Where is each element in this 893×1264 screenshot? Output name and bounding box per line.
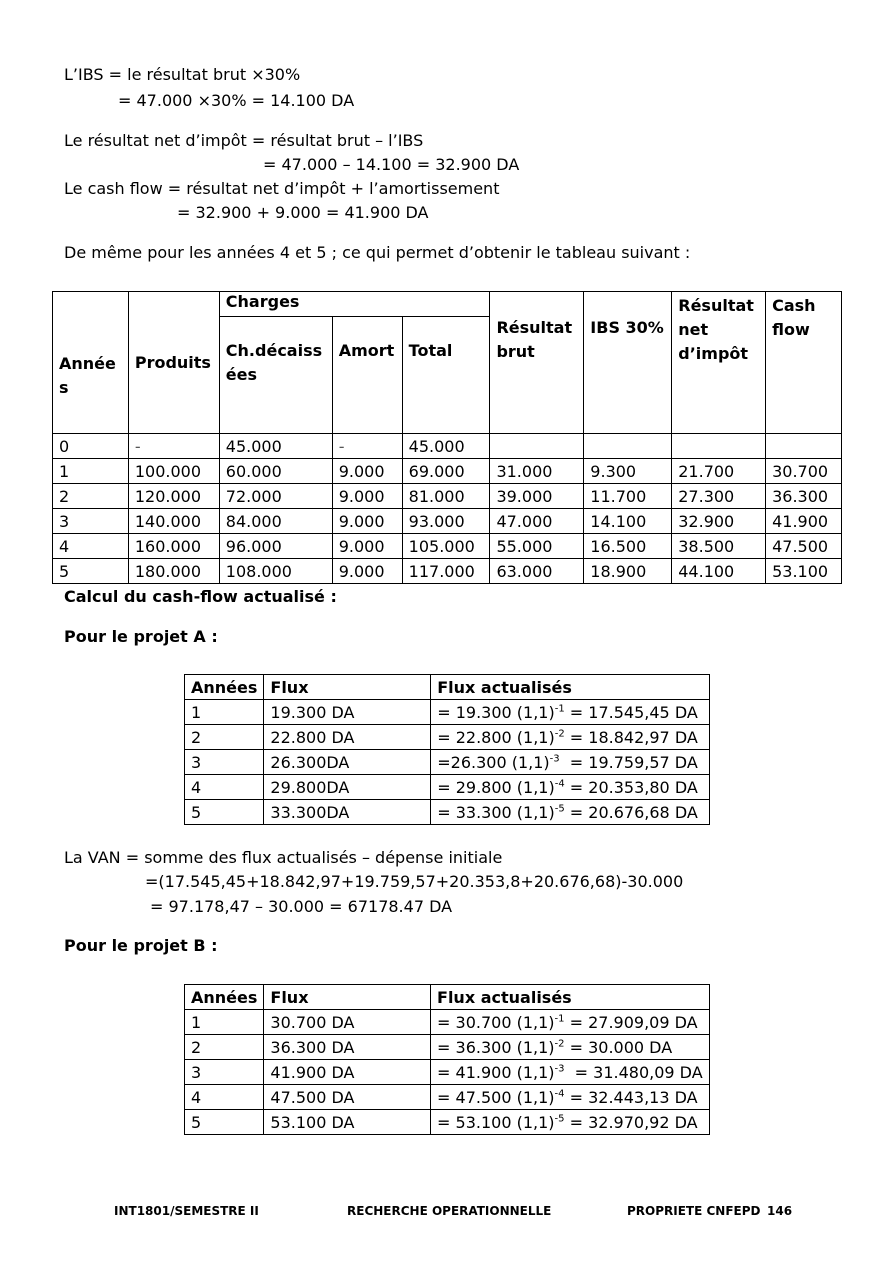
flux-cell: 36.300 DA bbox=[264, 1035, 431, 1060]
annee-cell: 2 bbox=[185, 1035, 264, 1060]
table-cell: 14.100 bbox=[584, 509, 672, 534]
table-row bbox=[53, 534, 842, 559]
flux-cell: 47.500 DA bbox=[264, 1085, 431, 1110]
projet-a-title: Pour le projet A : bbox=[64, 627, 218, 646]
header-flux: Flux bbox=[264, 985, 431, 1010]
table-row bbox=[185, 750, 710, 775]
table-cell bbox=[766, 434, 842, 459]
table-row bbox=[53, 459, 842, 484]
net-result-calc-line: = 47.000 – 14.100 = 32.900 DA bbox=[263, 155, 520, 174]
page-number: 146 bbox=[767, 1204, 793, 1218]
table-cell: 18.900 bbox=[584, 559, 672, 584]
table-cell: 1 bbox=[53, 459, 129, 484]
formula-base: = 30.700 (1,1) bbox=[437, 1012, 555, 1032]
flux-cell: 53.100 DA bbox=[264, 1110, 431, 1135]
table-cell: 53.100 bbox=[766, 559, 842, 584]
formula-result: = 17.545,45 DA bbox=[564, 702, 698, 722]
table-row bbox=[185, 775, 710, 800]
table-cell: 105.000 bbox=[402, 534, 490, 559]
formula-exponent: -5 bbox=[554, 1113, 565, 1125]
projet-b-table bbox=[184, 984, 710, 1135]
table-cell: 39.000 bbox=[490, 484, 584, 509]
table-cell: 180.000 bbox=[128, 559, 219, 584]
table-cell: 41.900 bbox=[766, 509, 842, 534]
table-row bbox=[185, 1060, 710, 1085]
annee-cell: 1 bbox=[185, 700, 264, 725]
table-cell: 84.000 bbox=[219, 509, 332, 534]
flux-cell: 19.300 DA bbox=[264, 700, 431, 725]
table-cell bbox=[672, 434, 766, 459]
annee-cell: 4 bbox=[185, 775, 264, 800]
table-cell: 16.500 bbox=[584, 534, 672, 559]
table-row bbox=[185, 725, 710, 750]
formula-base: = 36.300 (1,1) bbox=[437, 1037, 555, 1057]
net-result-formula-line: Le résultat net d’impôt = résultat brut – l’IBS bbox=[64, 131, 424, 150]
table-cell: 117.000 bbox=[402, 559, 490, 584]
table-cell: 44.100 bbox=[672, 559, 766, 584]
table-cell: 9.000 bbox=[332, 509, 402, 534]
ibs-formula-line: L’IBS = le résultat brut ×30% bbox=[64, 65, 301, 84]
projet-a-table bbox=[184, 674, 710, 825]
table-cell: 69.000 bbox=[402, 459, 490, 484]
table-row bbox=[185, 700, 710, 725]
results-table bbox=[52, 291, 842, 584]
formula-result: = 30.000 DA bbox=[564, 1037, 673, 1057]
formula-base: = 22.800 (1,1) bbox=[437, 727, 555, 747]
projet-b-title: Pour le projet B : bbox=[64, 936, 218, 955]
formula-base: = 33.300 (1,1) bbox=[437, 802, 555, 822]
table-cell: 100.000 bbox=[128, 459, 219, 484]
calcul-title: Calcul du cash-flow actualisé : bbox=[64, 587, 337, 606]
table-cell: 9.300 bbox=[584, 459, 672, 484]
table-row bbox=[53, 484, 842, 509]
table-row bbox=[53, 434, 842, 459]
table-row bbox=[185, 1110, 710, 1135]
table-cell: 9.000 bbox=[332, 559, 402, 584]
formula-exponent: -5 bbox=[554, 803, 565, 815]
table-cell: - bbox=[128, 434, 219, 459]
flux-actualise-cell bbox=[431, 1010, 710, 1035]
footer-subject: RECHERCHE OPERATIONNELLE bbox=[347, 1204, 552, 1218]
table-cell: 63.000 bbox=[490, 559, 584, 584]
header-produits: Produits bbox=[128, 292, 219, 434]
table-row bbox=[185, 1085, 710, 1110]
table-cell: 21.700 bbox=[672, 459, 766, 484]
table-cell: 108.000 bbox=[219, 559, 332, 584]
table-cell: 47.500 bbox=[766, 534, 842, 559]
formula-exponent: -3 bbox=[549, 753, 560, 765]
table-cell: 81.000 bbox=[402, 484, 490, 509]
formula-base: = 41.900 (1,1) bbox=[437, 1062, 555, 1082]
flux-actualise-cell bbox=[431, 1060, 710, 1085]
formula-result: = 20.676,68 DA bbox=[564, 802, 698, 822]
table-cell: 2 bbox=[53, 484, 129, 509]
van-result-line: = 97.178,47 – 30.000 = 67178.47 DA bbox=[150, 897, 453, 916]
table-cell: 9.000 bbox=[332, 459, 402, 484]
flux-actualise-cell bbox=[431, 725, 710, 750]
cash-flow-calc-line: = 32.900 + 9.000 = 41.900 DA bbox=[177, 203, 429, 222]
formula-base: = 53.100 (1,1) bbox=[437, 1112, 555, 1132]
flux-actualise-cell bbox=[431, 775, 710, 800]
flux-cell: 22.800 DA bbox=[264, 725, 431, 750]
header-annees: Années bbox=[185, 675, 264, 700]
formula-result: = 19.759,57 DA bbox=[559, 752, 698, 772]
header-amort: Amort bbox=[332, 317, 402, 434]
table-cell: 140.000 bbox=[128, 509, 219, 534]
annee-cell: 4 bbox=[185, 1085, 264, 1110]
annee-cell: 3 bbox=[185, 750, 264, 775]
table-cell: 30.700 bbox=[766, 459, 842, 484]
header-flux-actualises: Flux actualisés bbox=[431, 985, 710, 1010]
table-cell: 72.000 bbox=[219, 484, 332, 509]
annee-cell: 5 bbox=[185, 800, 264, 825]
formula-result: = 32.443,13 DA bbox=[564, 1087, 698, 1107]
table-cell: - bbox=[332, 434, 402, 459]
table-cell: 60.000 bbox=[219, 459, 332, 484]
formula-exponent: -2 bbox=[554, 1038, 565, 1050]
flux-cell: 26.300DA bbox=[264, 750, 431, 775]
table-cell: 9.000 bbox=[332, 534, 402, 559]
footer-course-code: INT1801/SEMESTRE II bbox=[114, 1204, 259, 1218]
van-formula-line: La VAN = somme des flux actualisés – dépense initiale bbox=[64, 848, 503, 867]
header-total: Total bbox=[402, 317, 490, 434]
header-ch-decaiss: Ch.décaiss ées bbox=[219, 317, 332, 434]
flux-actualise-cell bbox=[431, 800, 710, 825]
table-cell bbox=[490, 434, 584, 459]
annee-cell: 2 bbox=[185, 725, 264, 750]
table-cell: 45.000 bbox=[219, 434, 332, 459]
table-cell: 0 bbox=[53, 434, 129, 459]
ibs-calc-line: = 47.000 ×30% = 14.100 DA bbox=[118, 91, 355, 110]
formula-exponent: -3 bbox=[554, 1063, 565, 1075]
header-flux: Flux bbox=[264, 675, 431, 700]
formula-base: = 47.500 (1,1) bbox=[437, 1087, 555, 1107]
formula-result: = 20.353,80 DA bbox=[564, 777, 698, 797]
flux-actualise-cell bbox=[431, 1085, 710, 1110]
table-cell: 3 bbox=[53, 509, 129, 534]
table-cell: 31.000 bbox=[490, 459, 584, 484]
table-row bbox=[185, 1010, 710, 1035]
table-cell: 47.000 bbox=[490, 509, 584, 534]
header-ibs: IBS 30% bbox=[584, 292, 672, 434]
annee-cell: 5 bbox=[185, 1110, 264, 1135]
flux-cell: 41.900 DA bbox=[264, 1060, 431, 1085]
table-cell: 5 bbox=[53, 559, 129, 584]
table-cell: 96.000 bbox=[219, 534, 332, 559]
cash-flow-formula-line: Le cash flow = résultat net d’impôt + l’amortissement bbox=[64, 179, 500, 198]
formula-exponent: -4 bbox=[554, 1088, 565, 1100]
table-cell: 38.500 bbox=[672, 534, 766, 559]
table-row bbox=[185, 800, 710, 825]
table-row bbox=[185, 1035, 710, 1060]
formula-result: = 27.909,09 DA bbox=[564, 1012, 698, 1032]
table-cell: 9.000 bbox=[332, 484, 402, 509]
table-cell: 45.000 bbox=[402, 434, 490, 459]
annee-cell: 1 bbox=[185, 1010, 264, 1035]
formula-exponent: -4 bbox=[554, 778, 565, 790]
flux-actualise-cell bbox=[431, 750, 710, 775]
annee-cell: 3 bbox=[185, 1060, 264, 1085]
table-cell: 32.900 bbox=[672, 509, 766, 534]
footer-property: PROPRIETE CNFEPD bbox=[627, 1204, 761, 1218]
flux-cell: 33.300DA bbox=[264, 800, 431, 825]
table-row bbox=[53, 509, 842, 534]
header-annees: Années bbox=[185, 985, 264, 1010]
formula-result: = 18.842,97 DA bbox=[564, 727, 698, 747]
formula-result: = 32.970,92 DA bbox=[564, 1112, 698, 1132]
formula-exponent: -2 bbox=[554, 728, 565, 740]
formula-exponent: -1 bbox=[554, 703, 565, 715]
header-annees: Année s bbox=[53, 292, 129, 434]
van-sum-line: =(17.545,45+18.842,97+19.759,57+20.353,8+20.676,68)-30.000 bbox=[145, 872, 684, 891]
table-cell: 55.000 bbox=[490, 534, 584, 559]
table-cell: 160.000 bbox=[128, 534, 219, 559]
flux-actualise-cell bbox=[431, 1035, 710, 1060]
header-charges: Charges bbox=[219, 292, 490, 317]
table-cell: 27.300 bbox=[672, 484, 766, 509]
flux-actualise-cell bbox=[431, 1110, 710, 1135]
table-row bbox=[53, 559, 842, 584]
header-resultat-brut: Résultat brut bbox=[490, 292, 584, 434]
flux-cell: 29.800DA bbox=[264, 775, 431, 800]
table-cell: 93.000 bbox=[402, 509, 490, 534]
formula-base: = 19.300 (1,1) bbox=[437, 702, 555, 722]
header-cash-flow: Cash flow bbox=[766, 292, 842, 434]
table-cell bbox=[584, 434, 672, 459]
flux-actualise-cell bbox=[431, 700, 710, 725]
table-intro-line: De même pour les années 4 et 5 ; ce qui permet d’obtenir le tableau suivant : bbox=[64, 243, 691, 262]
header-resultat-net: Résultat net d’impôt bbox=[672, 292, 766, 434]
header-flux-actualises: Flux actualisés bbox=[431, 675, 710, 700]
table-cell: 11.700 bbox=[584, 484, 672, 509]
flux-cell: 30.700 DA bbox=[264, 1010, 431, 1035]
formula-exponent: -1 bbox=[554, 1013, 565, 1025]
table-cell: 120.000 bbox=[128, 484, 219, 509]
formula-base: = 29.800 (1,1) bbox=[437, 777, 555, 797]
table-cell: 4 bbox=[53, 534, 129, 559]
formula-result: = 31.480,09 DA bbox=[564, 1062, 703, 1082]
formula-base: =26.300 (1,1) bbox=[437, 752, 550, 772]
table-cell: 36.300 bbox=[766, 484, 842, 509]
